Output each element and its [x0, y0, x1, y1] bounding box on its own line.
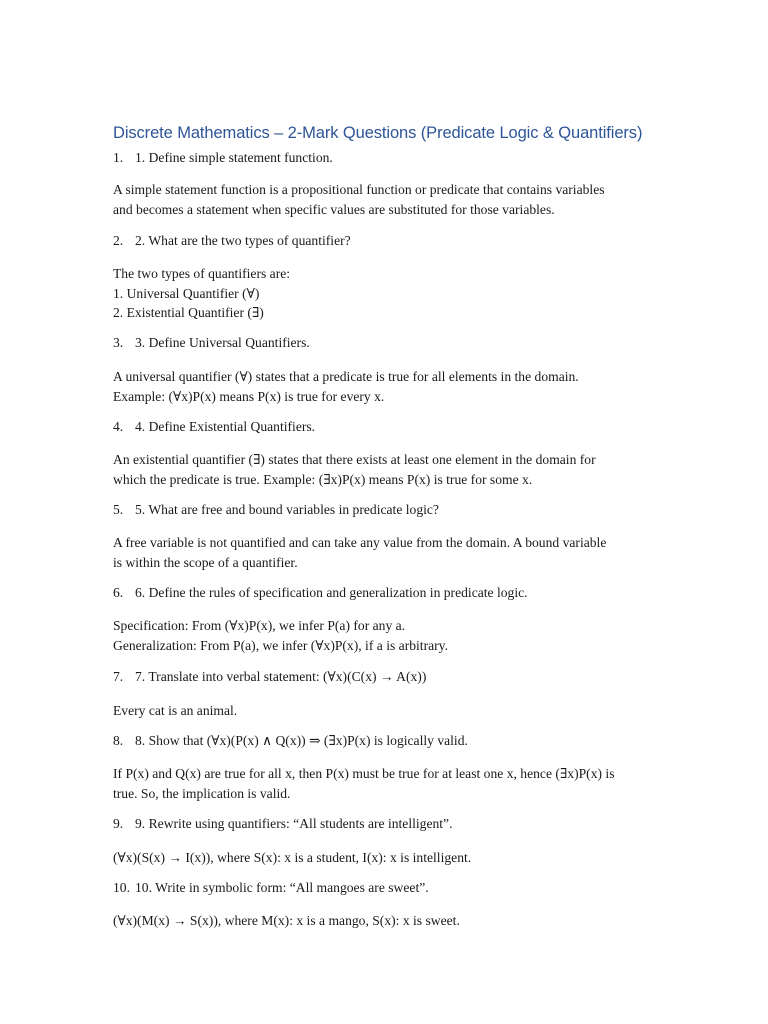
- question-2: [113, 233, 351, 249]
- answer-line: (∀x)(S(x) → I(x)), where S(x): x is a student, I(x): x is intelligent.: [113, 850, 472, 865]
- question-text: 6. Define the rules of specification and generalization in predicate logic.: [135, 585, 528, 600]
- answer-5: [113, 533, 658, 572]
- question-5: [113, 502, 439, 518]
- answer-9: [113, 848, 658, 868]
- answer-line: A universal quantifier (∀) states that a predicate is true for all elements in the domain.: [113, 369, 579, 384]
- question-number: 7.: [113, 669, 124, 684]
- question-text: 3. Define Universal Quantifiers.: [135, 335, 310, 350]
- answer-7: [113, 701, 658, 721]
- question-number: 6.: [113, 585, 124, 600]
- answer-line: Every cat is an animal.: [113, 703, 238, 718]
- question-7: [113, 669, 426, 685]
- question-6: [113, 585, 528, 601]
- answer-line: An existential quantifier (∃) states that there exists at least one element in the domain for: [113, 452, 596, 467]
- question-number: 8.: [113, 733, 124, 748]
- question-text: 10. Write in symbolic form: “All mangoes are sweet”.: [135, 880, 429, 895]
- answer-line: Generalization: From P(a), we infer (∀x)P(x), if a is arbitrary.: [113, 637, 448, 653]
- question-text: 5. What are free and bound variables in predicate logic?: [135, 502, 439, 517]
- answer-line: If P(x) and Q(x) are true for all x, then P(x) must be true for at least one x, hence (∃x)P(x) is: [113, 766, 615, 781]
- answer-6: [113, 616, 658, 655]
- question-10: [113, 880, 429, 896]
- answer-line: 2. Existential Quantifier (∃): [113, 305, 264, 320]
- answer-line: and becomes a statement when specific values are substituted for those variables.: [113, 201, 555, 217]
- answer-line: The two types of quantifiers are:: [113, 266, 291, 281]
- answer-2: [113, 264, 658, 323]
- question-number: 10.: [113, 880, 130, 895]
- question-text: 9. Rewrite using quantifiers: “All students are intelligent”.: [135, 816, 453, 831]
- question-number: 4.: [113, 419, 124, 434]
- answer-8: [113, 764, 658, 803]
- answer-10: [113, 911, 658, 931]
- question-number: 1.: [113, 150, 124, 165]
- question-3: [113, 335, 310, 351]
- answer-line: (∀x)(M(x) → S(x)), where M(x): x is a mango, S(x): x is sweet.: [113, 913, 460, 928]
- answer-line: true. So, the implication is valid.: [113, 785, 291, 801]
- question-number: 9.: [113, 816, 124, 831]
- answer-3: [113, 367, 658, 406]
- answer-line: A simple statement function is a propositional function or predicate that contains variables: [113, 182, 605, 197]
- question-text: 8. Show that (∀x)(P(x) ∧ Q(x)) ⇒ (∃x)P(x) is logically valid.: [135, 733, 468, 748]
- document-title: Discrete Mathematics – 2-Mark Questions (Predicate Logic & Quantifiers): [113, 124, 643, 142]
- question-8: [113, 733, 468, 749]
- answer-line: Example: (∀x)P(x) means P(x) is true for every x.: [113, 388, 385, 404]
- question-text: 7. Translate into verbal statement: (∀x)(C(x) → A(x)): [135, 669, 427, 684]
- question-text: 1. Define simple statement function.: [135, 150, 333, 165]
- answer-line: which the predicate is true. Example: (∃x)P(x) means P(x) is true for some x.: [113, 471, 533, 487]
- answer-line: A free variable is not quantified and can take any value from the domain. A bound variable: [113, 535, 607, 550]
- question-1: [113, 150, 333, 166]
- question-number: 2.: [113, 233, 124, 248]
- answer-4: [113, 450, 658, 489]
- answer-line: is within the scope of a quantifier.: [113, 554, 298, 570]
- answer-line: Specification: From (∀x)P(x), we infer P(a) for any a.: [113, 618, 406, 633]
- question-text: 4. Define Existential Quantifiers.: [135, 419, 316, 434]
- answer-line: 1. Universal Quantifier (∀): [113, 285, 260, 301]
- question-text: 2. What are the two types of quantifier?: [135, 233, 351, 248]
- answer-1: [113, 180, 658, 219]
- question-9: [113, 816, 453, 832]
- question-4: [113, 419, 315, 435]
- question-number: 5.: [113, 502, 124, 517]
- question-number: 3.: [113, 335, 124, 350]
